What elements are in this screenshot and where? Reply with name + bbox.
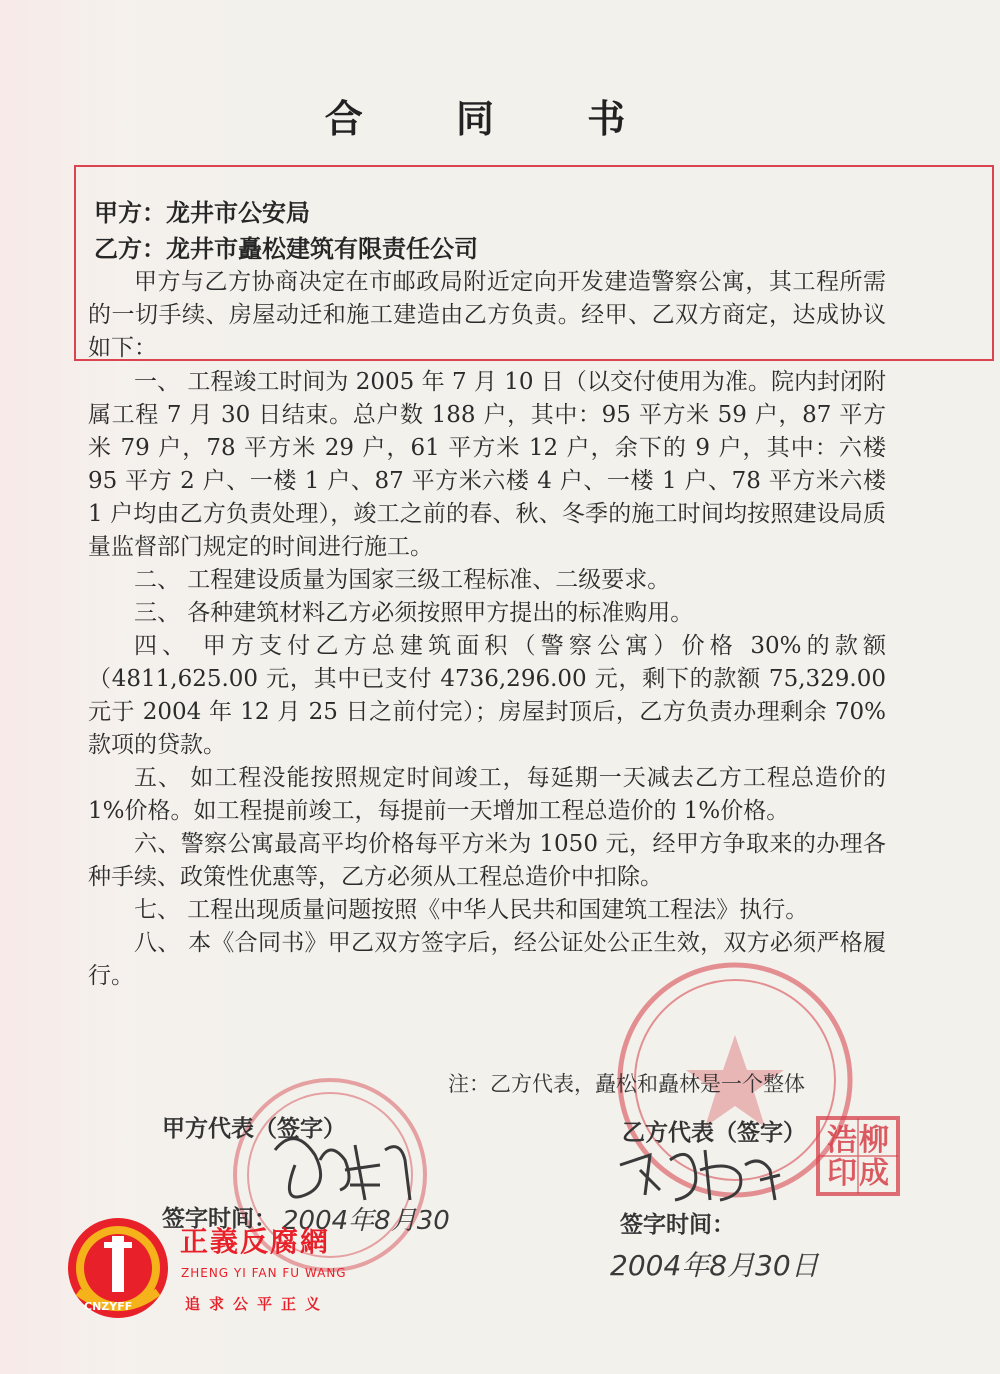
party-a-signature — [275, 1139, 410, 1200]
clause-3: 三、 各种建筑材料乙方必须按照甲方提出的标准购用。 — [134, 600, 694, 626]
square-seal-text: 浩柳印成 — [827, 1123, 891, 1191]
preamble — [88, 266, 886, 365]
clause-8: 八、 本《合同书》甲乙双方签字后，经公证处公正生效，双方必须严格履行。 — [88, 930, 886, 989]
clause-5: 五、 如工程没能按照规定时间竣工，每延期一天减去乙方工程总造价的 1%价格。如工程提前竣工，每提前一天增加工程总造价的 1%价格。 — [88, 765, 886, 824]
clause-7: 七、 工程出现质量问题按照《中华人民共和国建筑工程法》执行。 — [134, 897, 809, 923]
watermark-badge: CNZYFF — [84, 1300, 133, 1313]
party-b-sign-time-label: 签字时间： — [620, 1211, 735, 1238]
party-a-handwritten-date: 2004年8月30 — [282, 1206, 450, 1236]
watermark-subtitle: ZHENG YI FAN FU WANG — [181, 1266, 347, 1280]
party-a-rep-label: 甲方代表（签字） — [162, 1115, 346, 1142]
watermark-slogan: 追求公平正义 — [185, 1295, 330, 1313]
representative-note: 注：乙方代表，矗松和矗林是一个整体 — [448, 1072, 805, 1096]
clause-list — [88, 366, 886, 993]
party-a: 甲方：龙井市公安局 — [94, 198, 310, 227]
party-b-rep-label: 乙方代表（签字） — [622, 1119, 806, 1146]
document-title: 合 同 书 — [324, 96, 666, 141]
clause-1: 一、 工程竣工时间为 2005 年 7 月 10 日（以交付使用为准。院内封闭附属工程 7 月 30 日结束。总户数 188 户，其中：95 平方米 59 户，87 平方米 79 户，78 平方米 29 户，61 平方米 12 户，余下的 9 户，其中：六楼 95 平方 2 户、一楼 1 户、87 平方米六楼 4 户、一楼 1 户、78 平方米六楼 1 户均由乙方负责处理），竣工之前的春、秋、冬季的施工时间均按照建设局质量监督部门规定的时间进行施工。 — [88, 369, 886, 560]
clause-6: 六、警察公寓最高平均价格每平方米为 1050 元，经甲方争取来的办理各种手续、政策性优惠等，乙方必须从工程总造价中扣除。 — [88, 831, 886, 890]
preamble-text: 甲方与乙方协商决定在市邮政局附近定向开发建造警察公寓，其工程所需的一切手续、房屋动迁和施工建造由乙方负责。经甲、乙双方商定，达成协议如下： — [88, 269, 886, 361]
watermark-title: 正義反腐網 — [180, 1225, 331, 1258]
party-b-handwritten-date: 2004年8月30日 — [610, 1249, 819, 1282]
party-b: 乙方：龙井市矗松建筑有限责任公司 — [94, 234, 478, 263]
clause-2: 二、 工程建设质量为国家三级工程标准、二级要求。 — [134, 567, 671, 593]
clause-4: 四、 甲方支付乙方总建筑面积（警察公寓）价格 30%的款额（4811,625.00 元，其中已支付 4736,296.00 元，剩下的款额 75,329.00 元于 2004 年 12 月 25 日之前付完）；房屋封顶后，乙方负责办理剩余 70%款项的贷款。 — [88, 633, 886, 758]
party-a-sign-time-label: 签字时间： — [162, 1205, 277, 1232]
